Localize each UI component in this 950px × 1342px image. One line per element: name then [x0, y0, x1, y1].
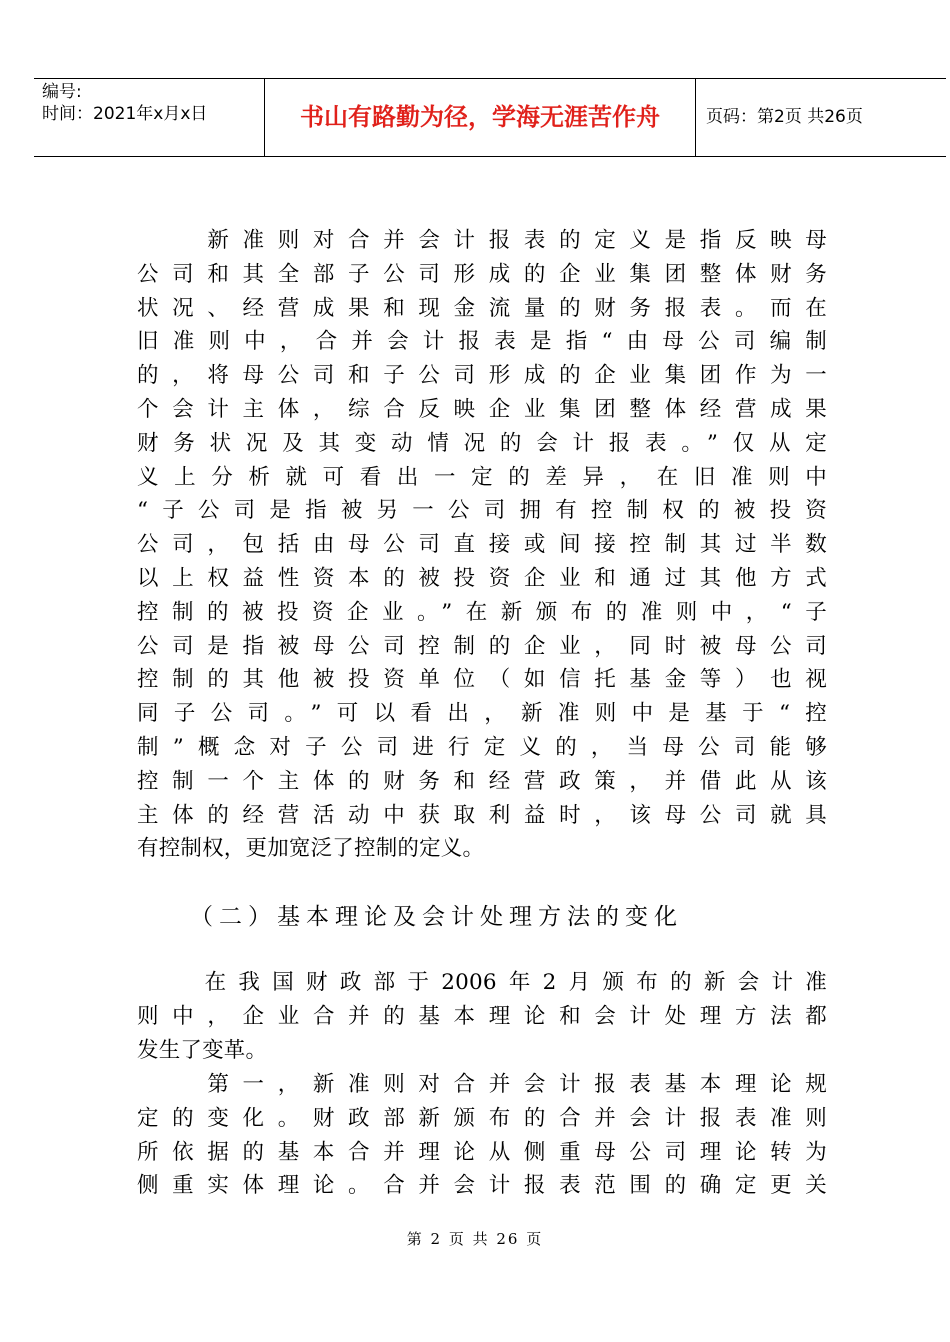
text-line: 公司，包括由母公司直接或间接控制其过半数: [137, 532, 827, 558]
text-line: 以上权益性资本的被投资企业和通过其他方式: [137, 565, 827, 591]
text-line: 侧重实体理论。合并会计报表范围的确定更关: [137, 1173, 827, 1199]
text-line: 控制的其他被投资单位（如信托基金等）也视: [137, 667, 827, 693]
text-line: 旧准则中，合并会计报表是指“由母公司编制: [137, 329, 827, 355]
text-line: 公司是指被母公司控制的企业，同时被母公司: [137, 633, 827, 659]
text-line: 财务状况及其变动情况的会计报表。”仅从定: [137, 430, 827, 456]
text-line: 同子公司。”可以看出，新准则中是基于“控: [137, 701, 827, 727]
text-line: “子公司是指被另一公司拥有控制权的被投资: [137, 498, 827, 524]
section-heading: （二）基本理论及会计处理方法的变化: [190, 904, 683, 930]
header-page-label: 页码：第2页 共26页: [706, 107, 863, 127]
document-header: [34, 78, 946, 157]
text-line: 控制的被投资企业。”在新颁布的准则中，“子: [137, 599, 827, 625]
header-meta: [34, 79, 265, 156]
text-line: 定的变化。财政部新颁布的合并会计报表准则: [137, 1105, 827, 1131]
text-line: 义上分析就可看出一定的差异，在旧准则中: [137, 464, 827, 490]
text-line: 发生了变革。: [137, 1037, 268, 1063]
text-line: 控制一个主体的财务和经营政策，并借此从该: [137, 768, 827, 794]
document-number-label: 编号:: [42, 82, 82, 102]
text-line: 的，将母公司和子公司形成的企业集团作为一: [137, 363, 827, 389]
text-line: 制”概念对子公司进行定义的，当母公司能够: [137, 734, 827, 760]
text-line: 所依据的基本合并理论从侧重母公司理论转为: [137, 1139, 827, 1165]
header-motto: 书山有路勤为径，学海无涯苦作舟: [265, 79, 696, 156]
text-line: 公司和其全部子公司形成的企业集团整体财务: [137, 261, 827, 287]
paragraph-definition: [137, 224, 827, 866]
text-line: 在我国财政部于2006年2月颁布的新会计准: [137, 970, 827, 995]
page-footer: 第 2 页 共 26 页: [406, 1230, 544, 1248]
text-line: 第一，新准则对合并会计报表基本理论规: [137, 1072, 827, 1097]
text-line: 有控制权，更加宽泛了控制的定义。: [137, 836, 485, 862]
text-line: 个会计主体，综合反映企业集团整体经营成果: [137, 396, 827, 422]
paragraph-intro: [137, 966, 827, 1067]
text-line: 新准则对合并会计报表的定义是指反映母: [137, 228, 827, 253]
text-line: 状况、经营成果和现金流量的财务报表。而在: [137, 295, 827, 321]
text-line: 则中，企业合并的基本理论和会计处理方法都: [137, 1003, 827, 1029]
document-time-label: 时间：2021年x月x日: [42, 104, 208, 124]
paragraph-first-point: [137, 1068, 827, 1203]
text-line: 主体的经营活动中获取利益时，该母公司就具: [137, 802, 827, 828]
